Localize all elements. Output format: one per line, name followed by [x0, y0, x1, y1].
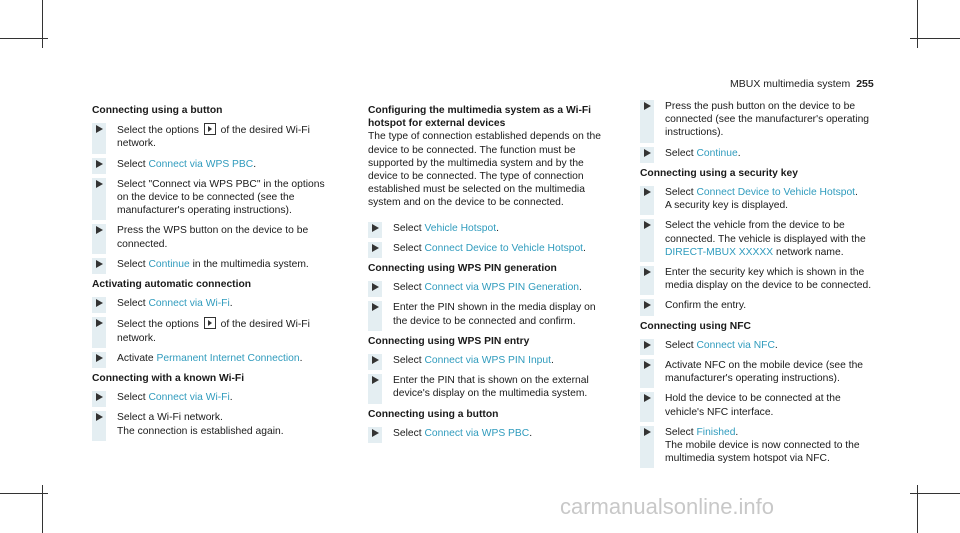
options-icon: [204, 123, 216, 135]
step-arrow-icon: [96, 125, 103, 133]
menu-link[interactable]: Connect via Wi-Fi: [148, 298, 230, 310]
step-arrow-icon: [96, 393, 103, 401]
step: Enter the PIN shown in the media display on the device to be connected and confirm.: [368, 301, 608, 327]
step: Select a Wi-Fi network. The connection is established again.: [92, 411, 327, 437]
step: Select Vehicle Hotspot.: [368, 222, 608, 235]
menu-link[interactable]: Connect via NFC: [696, 339, 775, 351]
step-arrow-icon: [644, 221, 651, 229]
step-arrow-icon: [96, 260, 103, 268]
menu-link[interactable]: Connect via WPS PIN Generation: [424, 282, 580, 294]
step-arrow-icon: [96, 180, 103, 188]
step: Select "Connect via WPS PBC" in the options on the device to be connected (see the manufacturer's operating instructions).: [92, 178, 327, 218]
menu-link[interactable]: Connect Device to Vehicle Hotspot: [424, 242, 584, 254]
step: Enter the PIN that is shown on the external device's display on the multimedia system.: [368, 374, 608, 400]
step-arrow-icon: [372, 376, 379, 384]
step-arrow-icon: [372, 224, 379, 232]
step-arrow-icon: [644, 428, 651, 436]
section-heading: Connecting using WPS PIN generation: [368, 263, 557, 275]
section-heading: Connecting using NFC: [640, 320, 751, 332]
step: Select Continue in the multimedia system.: [92, 258, 327, 271]
step-arrow-icon: [96, 413, 103, 421]
section-heading: Connecting using a button: [92, 105, 223, 116]
menu-link[interactable]: Vehicle Hotspot: [424, 222, 497, 234]
step-arrow-icon: [644, 361, 651, 369]
step-arrow-icon: [644, 188, 651, 196]
page-number: 255: [856, 78, 874, 90]
menu-link[interactable]: Connect via WPS PIN Input: [424, 355, 551, 367]
section-heading: Connecting using a button: [368, 408, 499, 420]
step-arrow-icon: [96, 319, 103, 327]
watermark: carmanualsonline.info: [560, 494, 775, 519]
step: Select Connect via NFC.: [640, 339, 880, 352]
section-heading: Connecting using a security key: [640, 167, 798, 179]
column-3: [640, 100, 880, 472]
crop-mark: [910, 38, 960, 39]
step: Select Connect via Wi-Fi.: [92, 297, 327, 310]
step: Activate Permanent Internet Connection.: [92, 352, 327, 365]
step: Select Connect via WPS PBC.: [92, 158, 327, 171]
menu-link[interactable]: Continue: [148, 258, 190, 270]
step: Select Connect Device to Vehicle Hotspot.: [368, 242, 608, 255]
step-arrow-icon: [644, 149, 651, 157]
step: Activate NFC on the mobile device (see the manufacturer's operating instructions).: [640, 359, 880, 385]
menu-link[interactable]: Connect Device to Vehicle Hotspot: [696, 187, 856, 199]
menu-link[interactable]: Finished: [696, 426, 736, 438]
step-arrow-icon: [372, 429, 379, 437]
step-arrow-icon: [96, 299, 103, 307]
paragraph: The type of connection established depends on the device to be connected. The function must be supported by the multimedia system and by the device to be connected. The type of connection established must be selected on the multimedia system and on the device to be connected.: [368, 131, 601, 209]
step: Select Connect via WPS PBC.: [368, 427, 608, 440]
step: Select Connect via WPS PIN Generation.: [368, 281, 608, 294]
crop-mark: [910, 493, 960, 494]
step-arrow-icon: [372, 244, 379, 252]
step: Select the options of the desired Wi-Fi network.: [92, 317, 327, 344]
step: Select Finished. The mobile device is now connected to the multimedia system hotspot via NFC.: [640, 426, 880, 466]
step-arrow-icon: [644, 268, 651, 276]
step-arrow-icon: [96, 354, 103, 362]
step-arrow-icon: [644, 341, 651, 349]
menu-link[interactable]: Permanent Internet Connection: [156, 352, 300, 364]
step: Select Connect via WPS PIN Input.: [368, 354, 608, 367]
crop-mark: [0, 493, 48, 494]
step: Select Connect Device to Vehicle Hotspot. A security key is displayed.: [640, 186, 880, 212]
menu-link[interactable]: Connect via Wi-Fi: [148, 392, 230, 404]
step: Select Connect via Wi-Fi.: [92, 391, 327, 404]
network-name: DIRECT-MBUX XXXXX: [665, 246, 774, 258]
result-note: A security key is displayed.: [665, 200, 789, 212]
step: Select the options of the desired Wi-Fi network.: [92, 123, 327, 150]
step-arrow-icon: [644, 301, 651, 309]
crop-mark: [917, 0, 918, 48]
step-arrow-icon: [372, 283, 379, 291]
crop-mark: [42, 0, 43, 48]
header-title: MBUX multimedia system: [730, 78, 851, 90]
menu-link[interactable]: Connect via WPS PBC: [148, 158, 254, 170]
step-arrow-icon: [644, 394, 651, 402]
step-arrow-icon: [372, 303, 379, 311]
step: Select Continue.: [640, 147, 880, 160]
result-note: The mobile device is now connected to the multimedia system hotspot via NFC.: [665, 440, 860, 465]
step-arrow-icon: [644, 102, 651, 110]
crop-mark: [0, 38, 48, 39]
section-heading: Activating automatic connection: [92, 279, 252, 291]
step-arrow-icon: [96, 226, 103, 234]
step: Press the WPS button on the device to be connected.: [92, 224, 327, 250]
section-heading: Connecting with a known Wi-Fi: [92, 373, 245, 385]
options-icon: [204, 317, 216, 329]
column-1: [92, 100, 327, 445]
column-2: [368, 100, 608, 447]
menu-link[interactable]: Connect via WPS PBC: [424, 427, 530, 439]
step: Select the vehicle from the device to be connected. The vehicle is displayed with the DIRECT-MBUX XXXXX network name.: [640, 219, 880, 259]
menu-link[interactable]: Continue: [696, 147, 738, 159]
page-header: [730, 78, 874, 90]
result-note: The connection is established again.: [117, 425, 284, 437]
section-heading: Connecting using WPS PIN entry: [368, 335, 530, 347]
step: Confirm the entry.: [640, 299, 880, 312]
step-arrow-icon: [372, 356, 379, 364]
step-arrow-icon: [96, 160, 103, 168]
step: Enter the security key which is shown in the media display on the device to be connected.: [640, 266, 880, 292]
step: Hold the device to be connected at the vehicle's NFC interface.: [640, 392, 880, 418]
section-heading: Configuring the multimedia system as a Wi-Fi hotspot for external devices: [368, 105, 592, 130]
step: Press the push button on the device to be connected (see the manufacturer's operating instructions).: [640, 100, 880, 140]
